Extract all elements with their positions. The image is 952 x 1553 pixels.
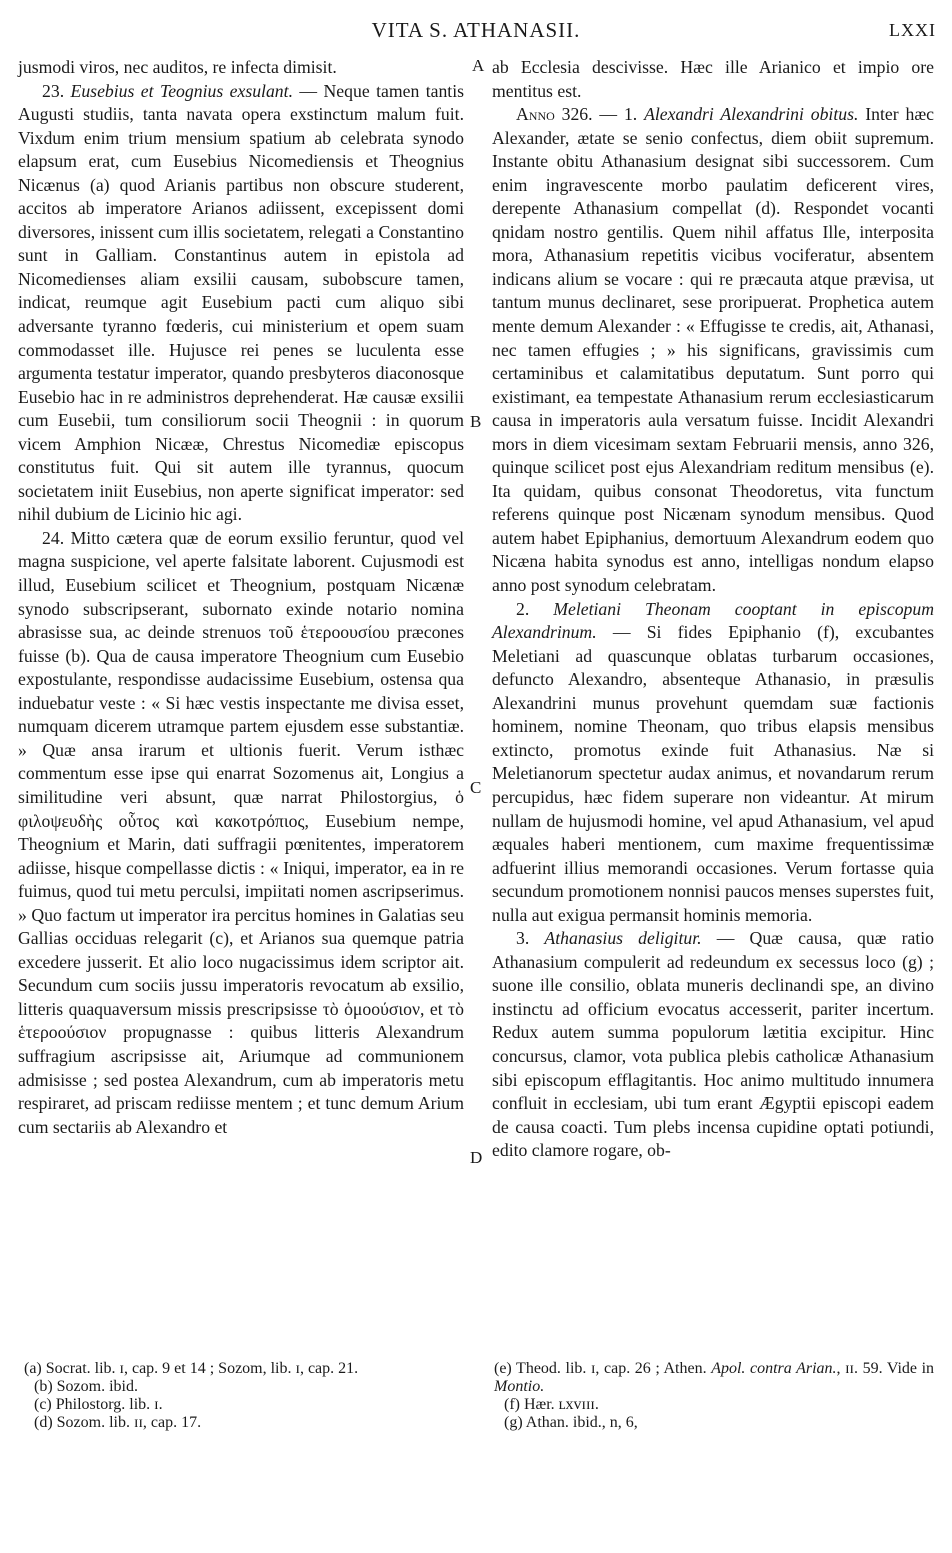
section-2-text: — Si fides Epiphanio (f), excubantes Meletiani ad quascunque oblatas turbarum occasiones, defuncto Alexandro, absenteque Athanasio, in præsulis Alexandrini munus provehunt quemdam suæ factionis hominem, nomine Theonam, quo tribus elapsis mensibus extincto, promotus exinde fuit Athanasius. Næ si Meletianorum spectetur audax animus, et novandarum rerum percupidus, hæc fidem superare non videantur. At mirum nullam de hujusmodi homine, vel apud Athanasium, vel apud æquales haberi mentionem, cum maxime frequentissimæ adfuerint illius memorandi occasiones. Verum fortasse quia secundum promotionem nonnisi paucos menses superstes fuit, nulla aut exigua permansit hominis memoria. (492, 622, 934, 925)
margin-letter-a: A (472, 56, 485, 75)
left-intro: jusmodi viros, nec auditos, re infecta dimisit. (18, 57, 337, 77)
margin-letter-d: D (470, 1148, 483, 1167)
section-2-title: Meletiani Theonam cooptant in episcopum Alexandrinum. (492, 598, 935, 643)
section-1-title: Alexandri Alexandrini obitus. (644, 104, 859, 125)
section-23-title: Eusebius et Teognius exsulant. (70, 80, 293, 101)
section-3-number: 3. (516, 928, 530, 949)
footnote-g: (g) Athan. ibid., n, 6, (504, 1414, 638, 1431)
footnote-f: (f) Hær. ʟxvɪɪɪ. (504, 1396, 599, 1413)
section-3-title: Athanasius deligitur. (544, 928, 702, 949)
margin-letter-b: B (470, 412, 482, 431)
footnotes-right (494, 1360, 934, 1432)
section-3 (492, 927, 934, 1162)
running-title: VITA S. ATHANASII. (371, 18, 581, 42)
section-23 (18, 80, 464, 527)
footnote-e: (e) Theod. lib. ɪ, cap. 26 ; Athen. Apol. contra Arian., ɪɪ. 59. Vide in Montio. (494, 1360, 935, 1395)
section-2 (492, 598, 934, 928)
right-intro: ab Ecclesia descivisse. Hæc ille Arianico et impio ore mentitus est. (492, 57, 934, 101)
footnote-d: (d) Sozom. lib. ɪɪ, cap. 17. (34, 1414, 202, 1431)
page-header (0, 18, 952, 44)
footnote-a: (a) Socrat. lib. ɪ, cap. 9 et 14 ; Sozom, lib. ɪ, cap. 21. (24, 1360, 359, 1377)
footnote-b: (b) Sozom. ibid. (34, 1378, 138, 1395)
section-1-label: Anno 326. — 1. (516, 104, 638, 125)
section-3-text: — Quæ causa, quæ ratio Athanasium compulerit ad redeundum ex secessus loco (g) ; suone ille consilio, oblata muneris declinandi spe, an divino instinctu ad officium evocatus accesserit, pariter incertum. Redux autem summa populorum lætitia excipitur. Hinc concursus, clamor, vota publica plebis catholicæ Athanasium sibi episcopum efflagitantis. Hoc animo multitudo innumera confluit in ecclesiam, ubi tum erant Ægyptii episcopi eadem de causa coacti. Tum plebs incensa cupidine optati potiundi, edito clamore rogare, ob- (492, 928, 935, 1161)
left-column (18, 56, 464, 1139)
section-2-number: 2. (516, 598, 530, 619)
section-1-text: Inter hæc Alexander, ætate se senio confectus, diem obiit supremum. Instante obitu Athanasium designat sibi successorem. Cum enim ingravescente morbo paulatim deficerent vires, derepente Athanasium compellat (d). Respondet vocanti qnidam nostro gentilis. Quem nihil affatus Ille, interposita mora, Athanasium repetitis vicibus vociferatur, absentem indicans alium se vocare : qui re præcauta atque prævisa, ut tantum munus declinaret, sese proripuerat. Prophetica autem mente demum Alexander : « Effugisse te credis, ait, Athanasi, nec tamen effugies ; » his significans, gravissimis cum certaminibus et calamitatibus deputatum. Sunt porro qui existimant, ea tempestate Athanasium rerum ecclesiasticarum causa in imperatoris aula versatum fuisse. Incidit Alexandri mors in diem vicesimam sextam Februarii mensis, anno 326, quinque scilicet post ejus Alexandriam reditum mensibus (e). Ita quidam, quibus consonat Theodoretus, vita functum referens quinque post Nicænam synodum mensibus. Quod autem habet Epiphanius, demortuum Alexandrum eodem quo Nicæna habita synodus est anno, intelligas nondum elapso anno post synodum celebratam. (492, 104, 934, 596)
footnote-c: (c) Philostorg. lib. ɪ. (34, 1396, 163, 1413)
margin-letter-c: C (470, 778, 482, 797)
section-23-text: — Neque tamen tantis Augusti studiis, tanta navata opera exstinctum malum fuit. Vixdum enim trium mensium spatium ab celebrata synodo elapsum erat, cum Eusebius Nicomediensis et Theognius Nicænus (a) quod Arianis partibus non obscure studerent, accitos ab imperatore Arianos adiissent, excepissent domi diversores, inissent cum illis societatem, relegati a Constantino sunt in Galliam. Constantinus autem in epistola ad Nicomedienses aliam exsilii causam, subobscure tamen, indicat, reumque agit Eusebium pacti cum aliquo sibi adversante tyranno fœderis, cui ministerium et opem suam commodasset ille. Hujusce rei penes se luculenta esse argumenta testatur imperator, quando presbyteros diaconosque Eusebio hac in re administros deprehenderat. Hæ causæ exsilii cum Eusebii, tum consiliorum socii Theognii : in quorum vicem Amphion Nicææ, Chrestus Nicomediæ episcopus constitutus fuit. Qui sit autem ille tyrannus, quocum societatem iniit Eusebius, non aperte significat imperator: sed nihil dubium de Licinio hic agi. (18, 80, 465, 525)
right-column (492, 56, 934, 1163)
section-1 (492, 103, 934, 597)
section-23-number: 23. (42, 80, 65, 101)
footnotes-left (24, 1360, 464, 1432)
section-24: 24. Mitto cætera quæ de eorum exsilio feruntur, quod vel magna suspicione, vel aperte falsitate laborent. Cujusmodi est illud, Eusebium scilicet et Theognium, postquam Nicænæ synodo subscripserant, subornato exinde notario nomina abrasisse sua, ac deinde strenuos τοῦ ἑτεροουσίου præcones fuisse (b). Qua de causa imperatore Theognium cum Eusebio expostulante, respondisse audacissime Eusebium, ostensa qua induebatur veste : « Si hæc vestis inspectante me divisa esset, numquam dicerem utramque partem ejusdem esse substantiæ. » Quæ ansa irarum et ultionis fuerit. Verum isthæc commentum esse ipse qui enarrat Sozomenus ait, Longius a similitudine veri absunt, quæ narrat Philostorgius, ὁ φιλοψευδὴς οὗτος καὶ κακοτρόπιος, Eusebium nempe, Theognium et Marin, dati suffragii pœnitentes, imperatorem adiisse, hisque compellasse dictis : « Iniqui, imperator, ea in re fuimus, quod tui metu perculsi, impiitati nomen ascripserimus. » Quo factum ut imperator ira percitus homines in Galatias seu Gallias occiduas relegarit (c), et Arianos sua quemque patria excedere jusserit. Et alio loco nugacissimus idem scriptor ait. Secundum cum sociis jussu imperatoris revocatum ab exsilio, litteris quaquaversum missis prescripsisse τὸ ὁμοούσιον, et τὸ ἑτεροούσιον propugnasse : quibus litteris Alexandrum suffragium ascripsisse ait, Ariumque ad communionem admisisse ; sed postea Alexandrum, cum ab imperatoris metu respiraret, ad priscam rediisse mentem ; et tunc demum Arium cum sectariis ab Alexandro et (18, 527, 464, 1137)
page-number: LXXI (889, 20, 936, 40)
